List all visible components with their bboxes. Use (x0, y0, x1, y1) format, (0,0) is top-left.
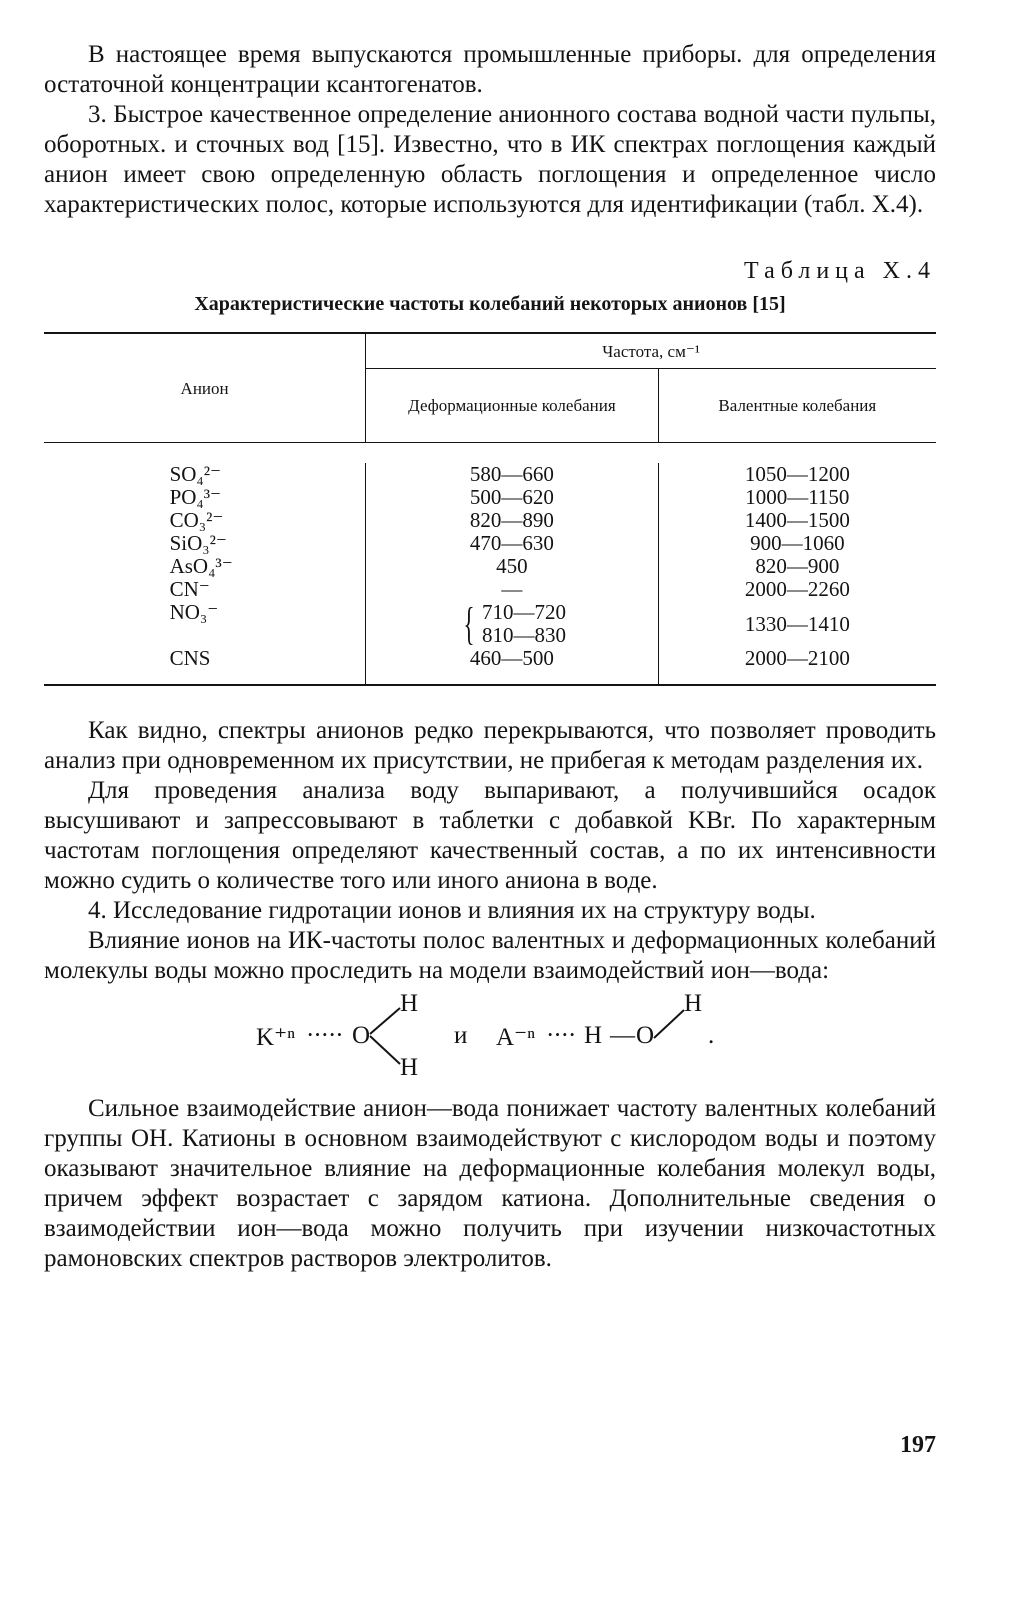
formula-dash: — (610, 1022, 635, 1049)
formula-oxygen-right: O (636, 1022, 655, 1049)
paragraph-spectra: Как видно, спектры анионов редко перекрываются, что позволяет проводить анализ при одновременном их присутствии, не прибегая к методам разделения их. (44, 717, 936, 774)
formula-oxygen-left: O (352, 1022, 371, 1049)
header-anion: Анион (44, 333, 366, 443)
table-row (44, 463, 936, 486)
paragraph-instruments: В настоящее время выпускаются промышленные приборы. для определения остаточной концентрации ксантогенатов. (44, 41, 936, 98)
valence-cell: 1000—1150 (658, 486, 936, 509)
valence-cell: 1330—1410 (658, 601, 936, 647)
formula-hydrogen-bottom: H (400, 1054, 419, 1081)
anion-cell: CN⁻ (169, 577, 210, 601)
formula-hydrogen-top: H (400, 990, 419, 1017)
formula-anion: A⁻ⁿ (496, 1024, 536, 1051)
header-frequency: Частота, см⁻¹ (366, 333, 936, 369)
anion-cell: SiO₃²⁻ (169, 531, 227, 555)
anion-frequency-table (44, 332, 936, 686)
paragraph-anion-analysis: 3. Быстрое качественное определение анионного состава водной части пульпы, оборотных. и сточных вод [15]. Известно, что в ИК спектрах поглощения каждый анион имеет свою определенную область поглощения и определенное число характеристических полос, которые используются для идентификации (табл. X.4). (44, 101, 936, 218)
formula-hydrogen-right: H (684, 990, 703, 1017)
table-row (44, 601, 936, 647)
header-deformation: Деформационные колебания (366, 369, 658, 443)
page-number: 197 (900, 1432, 936, 1458)
valence-cell: 2000—2100 (658, 647, 936, 684)
table-row (44, 532, 936, 555)
header-valence: Валентные колебания (658, 369, 936, 443)
formula-hydrogen-middle: H (584, 1022, 603, 1049)
deformation-cell: 470—630 (366, 532, 658, 555)
deformation-cell: 460—500 (366, 647, 658, 684)
valence-cell: 1400—1500 (658, 509, 936, 532)
table-row (44, 555, 936, 578)
table-row (44, 578, 936, 601)
formula-period: . (708, 1022, 715, 1049)
formula-conjunction: и (454, 1022, 468, 1049)
anion-cell: NO₃⁻ (169, 600, 219, 624)
paragraph-hydration: 4. Исследование гидротации ионов и влияния их на структуру воды. (88, 897, 816, 924)
deformation-cell: 580—660 (366, 463, 658, 486)
valence-cell: 2000—2260 (658, 578, 936, 601)
formula-dots-right: ···· (546, 1022, 576, 1049)
brace-glyph: { (463, 598, 475, 649)
formula-dots-left: ····· (306, 1022, 343, 1049)
paragraph-procedure: Для проведения анализа воду выпаривают, а получившийся осадок высушивают и запрессовывают в таблетки с добавкой KBr. По характерным частотам поглощения определяют качественный состав, а по их интенсивности можно судить о количестве того или иного аниона в воде. (44, 777, 936, 894)
page-body (44, 40, 936, 1274)
deformation-cell: 450 (366, 555, 658, 578)
table-row (44, 509, 936, 532)
table-label: Таблица X.4 (744, 258, 936, 284)
formula-cation: K⁺ⁿ (256, 1024, 296, 1051)
paragraph-influence: Влияние ионов на ИК-частоты полос валентных и деформационных колебаний молекулы воды можно проследить на модели взаимодействий ион—вода: (44, 927, 936, 984)
deformation-cell-b: 810—830 (481, 623, 566, 647)
valence-cell: 900—1060 (658, 532, 936, 555)
valence-cell: 820—900 (658, 555, 936, 578)
table-title: Характеристические частоты колебаний некоторых анионов [15] (194, 293, 786, 315)
anion-cell: CNS (169, 646, 211, 670)
valence-cell: 1050—1200 (658, 463, 936, 486)
deformation-cell-a: 710—720 (481, 600, 566, 624)
ion-water-formula (44, 990, 936, 1082)
paragraph-interaction: Сильное взаимодействие анион—вода понижает частоту валентных колебаний группы OH. Катионы в основном взаимодействуют с кислородом воды и поэтому оказывают значительное влияние на деформационные колебания молекул воды, причем эффект возрастает с зарядом катиона. Дополнительные сведения о взаимодействии ион—вода можно получить при изучении низкочастотных рамоновских спектров растворов электролитов. (44, 1095, 936, 1272)
table-row (44, 486, 936, 509)
deformation-cell: — (366, 578, 658, 601)
anion-cell: CO₃²⁻ (169, 508, 224, 532)
table-row (44, 647, 936, 684)
anion-cell: AsO₄³⁻ (169, 554, 233, 578)
anion-cell: PO₄³⁻ (169, 485, 222, 509)
anion-cell: SO₄²⁻ (169, 462, 222, 486)
deformation-cell: 820—890 (366, 509, 658, 532)
deformation-cell: 500—620 (366, 486, 658, 509)
formula-bonds-left (366, 1000, 406, 1070)
deformation-cell (366, 598, 658, 649)
